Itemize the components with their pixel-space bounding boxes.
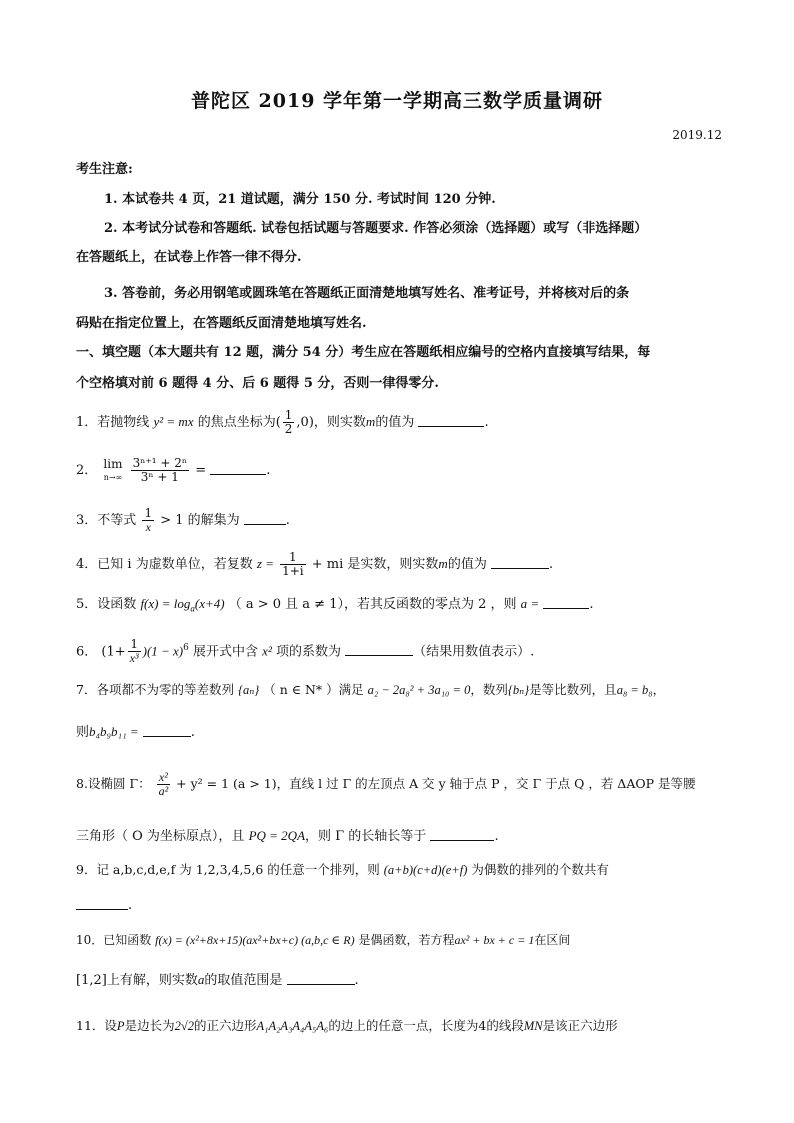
question-5: 5．设函数 $f(x) = \log_a(x+4)$ （ a > 0 且 a ≠ 1），若其反函数的零点为 2 ，则 a = .: [76, 596, 594, 614]
answer-blank[interactable]: [244, 512, 286, 525]
limit: lim n→∞: [103, 456, 123, 482]
question-9-line-2: .: [76, 896, 724, 916]
question-8-line-2: 三角形（ O 为坐标原点），且 PQ = 2QA，则 Γ 的长轴长等于 .: [76, 828, 499, 844]
question-6: 6． (1+ $\frac{1}{\text{x³}}$ )$(1 - x)^6$ 展开式中含 x² 项的系数为 （结果用数值表示）.: [76, 637, 535, 666]
question-2: 2． lim n→∞ $\frac{\text{3ⁿ⁺¹ + 2ⁿ}}{\text{3ⁿ + 1}}$ = .: [76, 456, 271, 484]
question-4: 4．已知 i 为虚数单位，若复数 z = $\frac{1}{1+i}$ + mi 是实数，则实数m的值为 .: [76, 550, 554, 578]
answer-blank[interactable]: [418, 414, 484, 427]
section-heading-b: 个空格填对前 6 题得 4 分、后 6 题得 5 分，否则一律得零分.: [76, 376, 439, 391]
question-7-line-2: 则b₄b₉b₁₁ = .: [76, 724, 195, 740]
question-3: 3．不等式 $\frac{1}{x}$ > 1 的解集为 .: [76, 506, 290, 534]
page-title: 普陀区 2019 学年第一学期高三数学质量调研: [190, 90, 604, 112]
fraction: $\frac{\text{3ⁿ⁺¹ + 2ⁿ}}{\text{3ⁿ + 1}}$: [132, 456, 188, 484]
question-10: 10．已知函数 f(x) = (x²+8x+15)(ax²+bx+c) (a,b,c ∈ R) 是偶函数，若方程ax² + bx + c = 1在区间: [76, 933, 571, 947]
question-8: 8.设椭圆 Γ： $\frac{\text{x²}}{\text{a²}}$ + y² = 1 (a > 1)，直线 l 过 Γ 的左顶点 A 交 y 轴于点 P ，交 Γ 于点 Q ，若 ΔAOP 是等腰: [76, 770, 696, 798]
notice-heading: 考生注意:: [76, 162, 133, 177]
answer-blank[interactable]: [491, 556, 549, 569]
question-7: 7．各项都不为零的等差数列 {aₙ} （ n ∈ N* ）满足 a₂ − 2a₈² + 3a₁₀ = 0，数列{bₙ}是等比数列，且a₈ = b₈，: [76, 682, 666, 697]
answer-blank[interactable]: [143, 724, 191, 737]
fraction: $\frac{\text{x²}}{\text{a²}}$: [158, 770, 169, 798]
vector-equation: PQ = 2QA: [248, 828, 306, 843]
question-11: 11．设P是边长为2√2的正六边形A₁A₂A₃A₄A₅A₆的边上的任意一点，长度为4的线段MN是该正六边形: [76, 1018, 618, 1033]
notice-item-2b: 在答题纸上，在试卷上作答一律不得分.: [76, 250, 302, 265]
question-9: 9．记 a,b,c,d,e,f 为 1,2,3,4,5,6 的任意一个排列，则 (a+b)(c+d)(e+f) 为偶数的排列的个数共有: [76, 862, 609, 877]
notice-item-1: 1. 本试卷共 4 页，21 道试题，满分 150 分. 考试时间 120 分钟.: [104, 192, 496, 207]
fraction: $\frac{1}{1+i}$: [282, 550, 304, 578]
answer-blank[interactable]: [76, 897, 128, 910]
notice-item-2a: 2. 本考试分试卷和答题纸. 试卷包括试题与答题要求. 作答必须涂（选择题）或写（非选择题）: [104, 221, 648, 236]
fraction: $\frac{1}{\text{x³}}$: [129, 637, 139, 666]
fraction: $\frac{1}{x}$: [144, 506, 153, 534]
fraction: $\frac{1}{2}$: [284, 408, 293, 436]
question-1: 1．若抛物线 y² = mx 的焦点坐标为( $\frac{1}{2}$ ,0)，则实数m的值为 .: [76, 408, 489, 436]
notice-item-3a: 3. 答卷前，务必用钢笔或圆珠笔在答题纸正面清楚地填写姓名、准考证号，并将核对后的条: [104, 286, 630, 301]
answer-blank[interactable]: [210, 462, 266, 475]
question-10-line-2: [1,2]上有解，则实数a的取值范围是 .: [76, 972, 359, 988]
notice-item-3b: 码贴在指定位置上，在答题纸反面清楚地填写姓名.: [76, 316, 367, 331]
answer-blank[interactable]: [287, 972, 355, 985]
section-heading-a: 一、填空题（本大题共有 12 题，满分 54 分）考生应在答题纸相应编号的空格内直接填写结果，每: [76, 345, 651, 360]
exam-date: 2019.12: [672, 128, 722, 142]
answer-blank[interactable]: [543, 596, 589, 609]
answer-blank[interactable]: [345, 643, 413, 656]
answer-blank[interactable]: [430, 828, 494, 841]
